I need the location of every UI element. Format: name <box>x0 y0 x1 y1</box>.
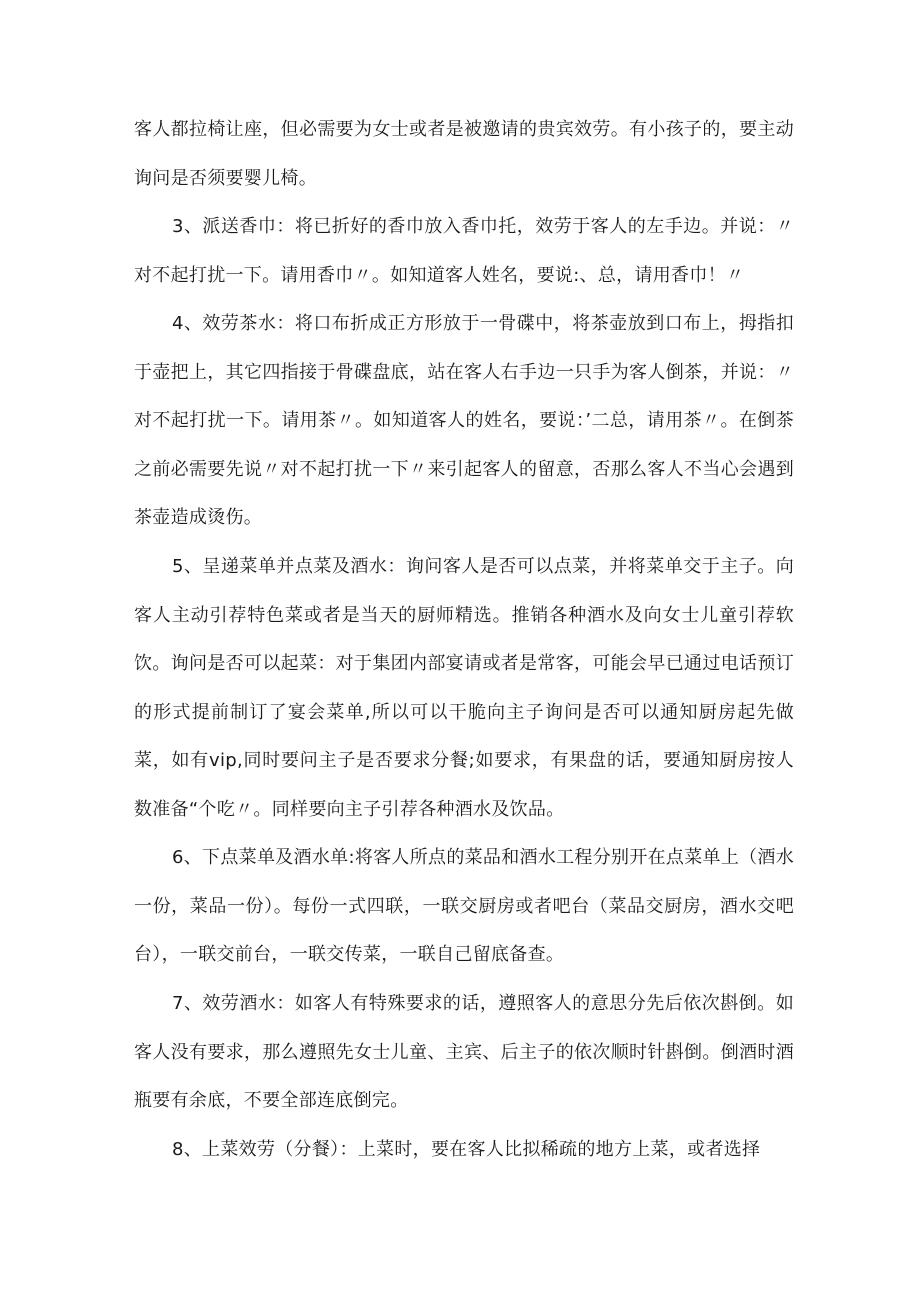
paragraph-wine-service: 7、效劳酒水：如客人有特殊要求的话，遵照客人的意思分先后依次斟倒。如客人没有要求，那么遵照先女士儿童、主宾、后主子的依次顺时针斟倒。倒酒时酒瓶要有余底，不要全部连底倒完。 <box>134 993 794 1111</box>
paragraph-menu-ordering: 5、呈递菜单并点菜及酒水：询问客人是否可以点菜，并将菜单交于主子。向客人主动引荐特色菜或者是当天的厨师精选。推销各种酒水及向女士儿童引荐软饮。询问是否可以起菜：对于集团内部宴请或者是常客，可能会早已通过电话预订的形式提前制订了宴会菜单,所以可以干脆向主子询问是否可以通知厨房起先做菜，如有vip,同时要问主子是否要求分餐;如要求，有果盘的话，要通知厨房按人数准备“个吃〃。同样要向主子引荐各种酒水及饮品。 <box>134 556 794 820</box>
paragraph-tea-service: 4、效劳茶水：将口布折成正方形放于一骨碟中，将茶壶放到口布上，拇指扣于壶把上，其它四指接于骨碟盘底，站在客人右手边一只手为客人倒茶，并说：〃对不起打扰一下。请用茶〃。如知道客人的姓名，要说：’二总，请用茶〃。在倒茶之前必需要先说〃对不起打扰一下〃来引起客人的留意，否那么客人不当心会遇到茶壶造成烫伤。 <box>134 313 794 528</box>
paragraph-dish-service: 8、上菜效劳（分餐）：上菜时，要在客人比拟稀疏的地方上菜，或者选择 <box>172 1139 761 1160</box>
paragraph-seating-continued: 客人都拉椅让座，但必需要为女士或者是被邀请的贵宾效劳。有小孩子的，要主动询问是否须要婴儿椅。 <box>134 119 794 189</box>
paragraph-order-slip: 6、下点菜单及酒水单:将客人所点的菜品和酒水工程分别开在点菜单上（酒水一份，菜品一份）。每份一式四联，一联交厨房或者吧台（菜品交厨房，酒水交吧台），一联交前台，一联交传菜，一联自己留底备查。 <box>134 847 795 965</box>
paragraph-hot-towel: 3、派送香巾：将已折好的香巾放入香巾托，效劳于客人的左手边。并说：〃对不起打扰一下。请用香巾〃。如知道客人姓名，要说:、总，请用香巾！〃 <box>134 216 794 286</box>
